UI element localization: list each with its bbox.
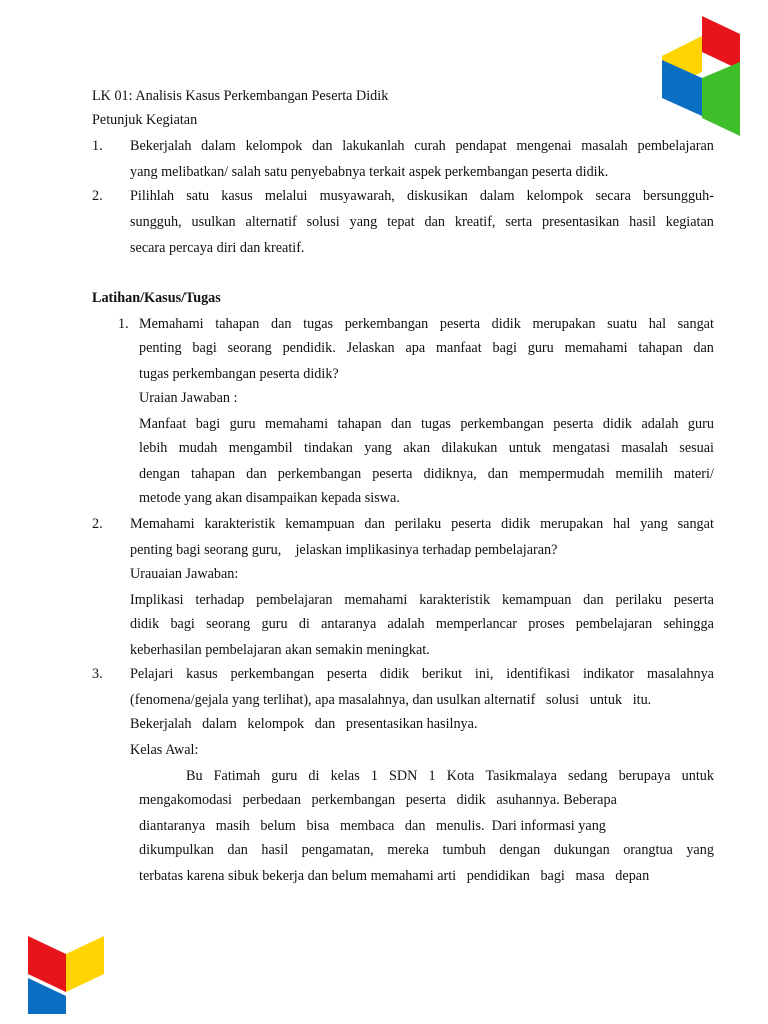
list-number: 3. bbox=[92, 666, 103, 682]
list-number: 2. bbox=[92, 188, 103, 204]
word: dan bbox=[271, 316, 292, 332]
answer-label: Uraian Jawaban : bbox=[139, 390, 238, 406]
word: hasil bbox=[261, 842, 289, 858]
word: sungguh, bbox=[130, 214, 182, 230]
word: dan bbox=[227, 842, 248, 858]
word: akan bbox=[403, 440, 431, 456]
word: yang bbox=[640, 516, 668, 532]
word: pembelajaran bbox=[256, 592, 333, 608]
word: mereka bbox=[387, 842, 429, 858]
word: dan bbox=[246, 466, 267, 482]
word: pendidik. bbox=[282, 340, 336, 356]
text-line bbox=[130, 136, 714, 156]
word: dan bbox=[693, 340, 714, 356]
word: didik bbox=[602, 416, 633, 432]
word: suatu bbox=[607, 316, 638, 332]
word: seorang bbox=[206, 616, 251, 632]
word: masalah bbox=[581, 138, 628, 154]
case-label: Kelas Awal: bbox=[130, 742, 199, 758]
section-heading bbox=[92, 288, 714, 308]
word: terhadap bbox=[195, 592, 245, 608]
word: guru bbox=[527, 340, 554, 356]
document-title: LK 01: Analisis Kasus Perkembangan Peserta Didik bbox=[92, 88, 389, 104]
logo-icon bbox=[26, 934, 106, 1016]
word: tahapan bbox=[191, 466, 236, 482]
word: apa bbox=[405, 340, 426, 356]
word: solusi bbox=[306, 214, 340, 230]
text-line bbox=[130, 590, 714, 610]
word: Bekerjalah bbox=[130, 138, 192, 154]
word: Pelajari bbox=[130, 666, 174, 682]
text-line: Bekerjalah dalam kelompok dan presentasikan hasilnya. bbox=[130, 716, 478, 732]
text-line bbox=[130, 614, 714, 634]
section-heading-text: Latihan/Kasus/Tugas bbox=[92, 290, 221, 306]
word: memilih bbox=[615, 466, 663, 482]
text-line bbox=[139, 414, 714, 434]
answer-label: Urauaian Jawaban: bbox=[130, 566, 239, 582]
word: dalam bbox=[201, 138, 236, 154]
word: melalui bbox=[264, 188, 308, 204]
word: kegiatan bbox=[665, 214, 714, 230]
word: berupaya bbox=[618, 768, 671, 784]
word: peserta bbox=[673, 592, 714, 608]
word: lakukanlah bbox=[342, 138, 405, 154]
word: bagi bbox=[492, 340, 517, 356]
word: tugas bbox=[303, 316, 334, 332]
word: tepat bbox=[387, 214, 415, 230]
word: peserta bbox=[439, 316, 481, 332]
word: Manfaat bbox=[139, 416, 187, 432]
word: antaranya bbox=[321, 616, 377, 632]
word: proses bbox=[528, 616, 565, 632]
word: didiknya, bbox=[423, 466, 477, 482]
word: bagi bbox=[195, 416, 221, 432]
text-line: penting bagi seorang guru, jelaskan implikasinya terhadap pembelajaran? bbox=[130, 542, 558, 558]
word: 1 bbox=[428, 768, 436, 784]
word: dengan bbox=[139, 466, 180, 482]
document-subtitle: Petunjuk Kegiatan bbox=[92, 112, 198, 128]
word: penting bbox=[139, 340, 182, 356]
word: Memahami bbox=[139, 316, 204, 332]
text-line bbox=[139, 840, 714, 860]
word: tahapan bbox=[215, 316, 260, 332]
word: sangat bbox=[677, 516, 714, 532]
word: tindakan bbox=[304, 440, 353, 456]
word: secara bbox=[595, 188, 631, 204]
word: hasil bbox=[629, 214, 656, 230]
word: sehingga bbox=[663, 616, 714, 632]
word: dan bbox=[391, 416, 412, 432]
text-line: secara percaya diri dan kreatif. bbox=[130, 240, 305, 256]
word: guru bbox=[229, 416, 256, 432]
word: SDN bbox=[389, 768, 418, 784]
word: Tasikmalaya bbox=[485, 768, 557, 784]
word: didik bbox=[501, 516, 531, 532]
word: yang bbox=[349, 214, 378, 230]
word: guru bbox=[687, 416, 714, 432]
word: Kota bbox=[446, 768, 475, 784]
word: dan bbox=[364, 516, 385, 532]
text-line: tugas perkembangan peserta didik? bbox=[139, 366, 339, 382]
text-line bbox=[130, 664, 714, 684]
list-number: 1. bbox=[92, 138, 103, 154]
word: memahami bbox=[344, 592, 408, 608]
word: musyawarah, bbox=[319, 188, 395, 204]
text-line: diantaranya masih belum bisa membaca dan menulis. Dari informasi yang bbox=[139, 818, 606, 834]
word: 1 bbox=[370, 768, 378, 784]
text-line: yang melibatkan/ salah satu penyebabnya terkait aspek perkembangan peserta didik. bbox=[130, 164, 609, 180]
word: kemampuan bbox=[285, 516, 355, 532]
word: didik bbox=[130, 616, 160, 632]
word: didik bbox=[491, 316, 521, 332]
word: Implikasi bbox=[130, 592, 184, 608]
word: berikut bbox=[421, 666, 463, 682]
word: bagi bbox=[170, 616, 195, 632]
word: mengambil bbox=[228, 440, 293, 456]
word: perkembangan bbox=[460, 416, 544, 432]
word: untuk bbox=[508, 440, 542, 456]
word: pengamatan, bbox=[301, 842, 374, 858]
word: memperlancar bbox=[435, 616, 517, 632]
word: kasus bbox=[186, 666, 218, 682]
text-line: terbatas karena sibuk bekerja dan belum memahami arti pendidikan bagi masa depan bbox=[139, 868, 650, 884]
word: adalah bbox=[641, 416, 679, 432]
word: lebih bbox=[139, 440, 168, 456]
word: dalam bbox=[479, 188, 515, 204]
word: perilaku bbox=[394, 516, 442, 532]
word: tumbuh bbox=[442, 842, 486, 858]
word: alternatif bbox=[245, 214, 297, 230]
text-line bbox=[130, 514, 714, 534]
text-line bbox=[186, 766, 714, 786]
word: serta bbox=[505, 214, 533, 230]
word: hal bbox=[648, 316, 667, 332]
word: kelompok bbox=[245, 138, 303, 154]
word: masalahnya bbox=[647, 666, 714, 682]
word: memahami bbox=[564, 340, 628, 356]
word: tugas bbox=[420, 416, 451, 432]
word: guru bbox=[271, 768, 298, 784]
text-line bbox=[139, 438, 714, 458]
word: merupakan bbox=[532, 316, 596, 332]
word: Bu bbox=[186, 768, 203, 784]
word: didik bbox=[379, 666, 410, 682]
word: bersungguh- bbox=[643, 188, 714, 204]
word: peserta bbox=[451, 516, 492, 532]
word: dan bbox=[487, 466, 509, 482]
word: indikator bbox=[582, 666, 635, 682]
word: Memahami bbox=[130, 516, 195, 532]
word: seorang bbox=[227, 340, 272, 356]
word: dilakukan bbox=[441, 440, 498, 456]
word: perkembangan bbox=[230, 666, 315, 682]
text-line bbox=[130, 186, 714, 206]
word: guru bbox=[261, 616, 288, 632]
word: yang bbox=[364, 440, 392, 456]
word: dan bbox=[583, 592, 604, 608]
word: di bbox=[298, 616, 310, 632]
word: dan bbox=[312, 138, 333, 154]
word: perilaku bbox=[615, 592, 662, 608]
word: kreatif, bbox=[454, 214, 496, 230]
word: peserta bbox=[372, 466, 413, 482]
word: bagi bbox=[192, 340, 217, 356]
word: perkembangan bbox=[277, 466, 362, 482]
word: sedang bbox=[568, 768, 608, 784]
text-line: keberhasilan pembelajaran akan semakin meningkat. bbox=[130, 642, 430, 658]
word: satu bbox=[186, 188, 210, 204]
text-line: mengakomodasi perbedaan perkembangan peserta didik asuhannya. Beberapa bbox=[139, 792, 617, 808]
word: diskusikan bbox=[406, 188, 468, 204]
text-line: metode yang akan disampaikan kepada siswa. bbox=[139, 490, 400, 506]
word: peserta bbox=[553, 416, 594, 432]
list-number: 2. bbox=[92, 516, 103, 532]
word: Jelaskan bbox=[346, 340, 395, 356]
word: hal bbox=[613, 516, 631, 532]
word: Pilihlah bbox=[130, 188, 175, 204]
word: untuk bbox=[681, 768, 714, 784]
word: dan bbox=[424, 214, 446, 230]
word: presentasikan bbox=[542, 214, 620, 230]
word: pembelajaran bbox=[637, 138, 714, 154]
word: masalah bbox=[621, 440, 668, 456]
word: dikumpulkan bbox=[139, 842, 214, 858]
word: sangat bbox=[677, 316, 714, 332]
word: sesuai bbox=[679, 440, 714, 456]
list-number: 1. bbox=[118, 316, 129, 332]
word: tahapan bbox=[638, 340, 683, 356]
word: yang bbox=[686, 842, 714, 858]
word: orangtua bbox=[623, 842, 673, 858]
word: kemampuan bbox=[501, 592, 572, 608]
instruction-item-1 bbox=[92, 136, 714, 156]
word: di bbox=[308, 768, 320, 784]
word: usulkan bbox=[191, 214, 236, 230]
instruction-item-2 bbox=[92, 186, 714, 206]
text-line: (fenomena/gejala yang terlihat), apa masalahnya, dan usulkan alternatif solusi untuk itu. bbox=[130, 692, 652, 708]
word: ini, bbox=[474, 666, 494, 682]
text-line bbox=[139, 464, 714, 484]
word: perkembangan bbox=[344, 316, 429, 332]
word: dukungan bbox=[553, 842, 610, 858]
word: Fatimah bbox=[213, 768, 261, 784]
text-line bbox=[139, 314, 714, 334]
word: mudah bbox=[178, 440, 218, 456]
word: kasus bbox=[221, 188, 253, 204]
word: merupakan bbox=[540, 516, 604, 532]
word: mengenai bbox=[516, 138, 572, 154]
word: karakteristik bbox=[419, 592, 491, 608]
word: tahapan bbox=[337, 416, 382, 432]
word: identifikasi bbox=[506, 666, 571, 682]
word: pendapat bbox=[455, 138, 507, 154]
word: adalah bbox=[387, 616, 425, 632]
word: curah bbox=[414, 138, 446, 154]
word: dengan bbox=[499, 842, 541, 858]
word: mengatasi bbox=[552, 440, 611, 456]
word: kelas bbox=[330, 768, 360, 784]
text-line bbox=[130, 212, 714, 232]
word: manfaat bbox=[435, 340, 482, 356]
word: peserta bbox=[326, 666, 368, 682]
word: memahami bbox=[265, 416, 329, 432]
word: materi/ bbox=[673, 466, 714, 482]
word: mempermudah bbox=[519, 466, 605, 482]
text-line bbox=[139, 338, 714, 358]
word: karakteristik bbox=[204, 516, 276, 532]
word: kelompok bbox=[526, 188, 584, 204]
word: pembelajaran bbox=[575, 616, 653, 632]
